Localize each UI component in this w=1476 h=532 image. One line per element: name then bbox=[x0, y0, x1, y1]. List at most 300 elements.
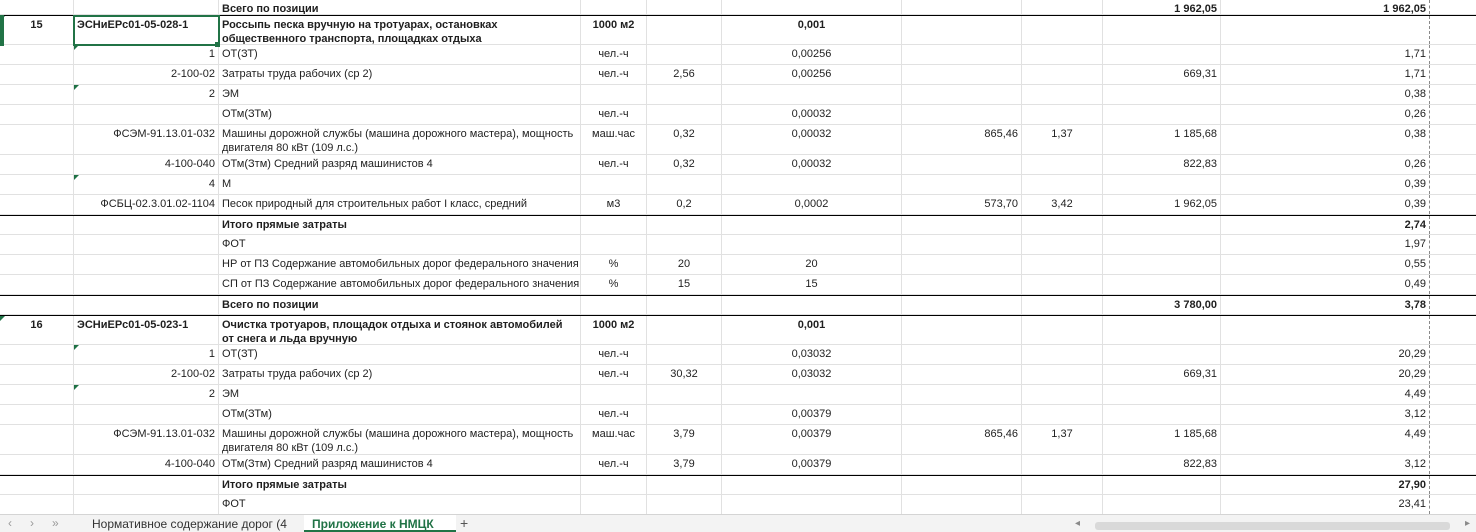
cell-c7[interactable] bbox=[1022, 345, 1103, 364]
cell-c3[interactable]: маш.час bbox=[581, 425, 647, 454]
cell-c4[interactable] bbox=[647, 235, 722, 254]
cell-c5[interactable]: 0,00379 bbox=[722, 425, 902, 454]
cell-c5[interactable] bbox=[722, 0, 902, 14]
cell-c6[interactable] bbox=[902, 476, 1022, 494]
cell-c6[interactable]: 865,46 bbox=[902, 425, 1022, 454]
cell-c0[interactable] bbox=[0, 495, 74, 514]
cell-c2[interactable]: ОТм(Зтм) Средний разряд машинистов 4 bbox=[219, 455, 581, 474]
cell-c3[interactable]: 1000 м2 bbox=[581, 316, 647, 344]
cell-c8[interactable] bbox=[1103, 275, 1221, 294]
cell-c4[interactable]: 3,79 bbox=[647, 455, 722, 474]
cell-c1[interactable]: ФСЭМ-91.13.01-032 bbox=[74, 125, 219, 154]
cell-c7[interactable] bbox=[1022, 316, 1103, 344]
cell-c5[interactable] bbox=[722, 216, 902, 234]
cell-c5[interactable]: 0,00256 bbox=[722, 65, 902, 84]
cell-c9[interactable]: 20,29 bbox=[1221, 365, 1430, 384]
cell-c9[interactable]: 20,29 bbox=[1221, 345, 1430, 364]
cell-c3[interactable]: чел.-ч bbox=[581, 155, 647, 174]
cell-c0[interactable] bbox=[0, 296, 74, 314]
cell-c3[interactable] bbox=[581, 235, 647, 254]
next-sheet-icon[interactable]: › bbox=[30, 516, 34, 530]
cell-c1[interactable]: ЭСНиЕРс01-05-023-1 bbox=[74, 316, 219, 344]
cell-c9[interactable]: 1 962,05 bbox=[1221, 0, 1430, 14]
cell-c9[interactable]: 4,49 bbox=[1221, 385, 1430, 404]
cell-c6[interactable] bbox=[902, 345, 1022, 364]
cell-c8[interactable] bbox=[1103, 495, 1221, 514]
cell-c0[interactable] bbox=[0, 45, 74, 64]
cell-c7[interactable] bbox=[1022, 85, 1103, 104]
table-row bbox=[0, 425, 1476, 455]
cell-c2[interactable]: ОТм(Зтм) Средний разряд машинистов 4 bbox=[219, 155, 581, 174]
cell-c9[interactable]: 0,38 bbox=[1221, 85, 1430, 104]
cell-c10[interactable] bbox=[1430, 296, 1476, 314]
cell-c3[interactable] bbox=[581, 385, 647, 404]
cell-c7[interactable] bbox=[1022, 365, 1103, 384]
cell-c10[interactable] bbox=[1430, 476, 1476, 494]
table-row bbox=[0, 345, 1476, 365]
cell-c8[interactable]: 1 962,05 bbox=[1103, 195, 1221, 214]
cell-c6[interactable] bbox=[902, 235, 1022, 254]
cell-c0[interactable] bbox=[0, 476, 74, 494]
cell-c9[interactable]: 3,12 bbox=[1221, 455, 1430, 474]
last-sheet-icon[interactable]: » bbox=[52, 516, 59, 530]
cell-c8[interactable]: 1 185,68 bbox=[1103, 425, 1221, 454]
cell-c6[interactable] bbox=[902, 216, 1022, 234]
cell-c2[interactable]: Всего по позиции bbox=[219, 0, 581, 14]
cell-c10[interactable] bbox=[1430, 105, 1476, 124]
cell-c10[interactable] bbox=[1430, 175, 1476, 194]
cell-c1[interactable] bbox=[74, 296, 219, 314]
error-indicator-icon bbox=[74, 385, 79, 390]
cell-c4[interactable]: 3,79 bbox=[647, 425, 722, 454]
cell-c4[interactable] bbox=[647, 175, 722, 194]
scroll-right-icon[interactable]: ▸ bbox=[1464, 518, 1470, 529]
cell-c2[interactable]: Всего по позиции bbox=[219, 296, 581, 314]
cell-c7[interactable] bbox=[1022, 455, 1103, 474]
cell-c4[interactable]: 0,2 bbox=[647, 195, 722, 214]
cell-c8[interactable]: 822,83 bbox=[1103, 155, 1221, 174]
cell-c2[interactable]: Итого прямые затраты bbox=[219, 216, 581, 234]
cell-c7[interactable] bbox=[1022, 105, 1103, 124]
cell-c9[interactable]: 0,39 bbox=[1221, 175, 1430, 194]
cell-c0[interactable] bbox=[0, 0, 74, 14]
cell-c8[interactable] bbox=[1103, 385, 1221, 404]
cell-c6[interactable] bbox=[902, 16, 1022, 44]
cell-c6[interactable] bbox=[902, 275, 1022, 294]
cell-c1[interactable]: ФСЭМ-91.13.01-032 bbox=[74, 425, 219, 454]
table-row bbox=[0, 495, 1476, 514]
cell-c9[interactable]: 1,71 bbox=[1221, 45, 1430, 64]
cell-c9[interactable] bbox=[1221, 316, 1430, 344]
cell-c2[interactable]: Очистка тротуаров, площадок отдыха и стоянок автомобилей от снега и льда вручную bbox=[219, 316, 581, 344]
cell-c6[interactable] bbox=[902, 296, 1022, 314]
prev-sheet-icon[interactable]: ‹ bbox=[8, 516, 12, 530]
cell-c3[interactable] bbox=[581, 495, 647, 514]
table-row bbox=[0, 215, 1476, 235]
cell-c0[interactable] bbox=[0, 275, 74, 294]
cell-c8[interactable] bbox=[1103, 345, 1221, 364]
cell-c5[interactable]: 0,00032 bbox=[722, 105, 902, 124]
cell-c7[interactable] bbox=[1022, 495, 1103, 514]
cell-c10[interactable] bbox=[1430, 16, 1476, 44]
cell-c0[interactable] bbox=[0, 255, 74, 274]
cell-c1[interactable]: 4-100-040 bbox=[74, 155, 219, 174]
table-row bbox=[0, 105, 1476, 125]
cell-c6[interactable] bbox=[902, 45, 1022, 64]
cell-c4[interactable] bbox=[647, 105, 722, 124]
cell-c10[interactable] bbox=[1430, 365, 1476, 384]
cell-c1[interactable] bbox=[74, 0, 219, 14]
cell-c1[interactable] bbox=[74, 405, 219, 424]
cell-c5[interactable]: 0,00032 bbox=[722, 155, 902, 174]
sheet-tab-appendix[interactable]: Приложение к НМЦК bbox=[304, 515, 456, 532]
cell-c9[interactable]: 23,41 bbox=[1221, 495, 1430, 514]
cell-c10[interactable] bbox=[1430, 275, 1476, 294]
cell-c10[interactable] bbox=[1430, 405, 1476, 424]
cell-c7[interactable] bbox=[1022, 0, 1103, 14]
cell-c4[interactable] bbox=[647, 296, 722, 314]
cell-c9[interactable]: 0,49 bbox=[1221, 275, 1430, 294]
cell-c8[interactable] bbox=[1103, 85, 1221, 104]
cell-c7[interactable] bbox=[1022, 296, 1103, 314]
table-row bbox=[0, 455, 1476, 475]
cell-c3[interactable]: чел.-ч bbox=[581, 45, 647, 64]
cell-c0[interactable] bbox=[0, 425, 74, 454]
table-row bbox=[0, 405, 1476, 425]
cell-c10[interactable] bbox=[1430, 235, 1476, 254]
cell-c6[interactable] bbox=[902, 85, 1022, 104]
cell-c10[interactable] bbox=[1430, 65, 1476, 84]
table-row bbox=[0, 65, 1476, 85]
cell-c4[interactable] bbox=[647, 476, 722, 494]
cell-c8[interactable]: 669,31 bbox=[1103, 365, 1221, 384]
cell-c8[interactable] bbox=[1103, 105, 1221, 124]
cell-c5[interactable] bbox=[722, 85, 902, 104]
cell-c2[interactable]: ЭМ bbox=[219, 85, 581, 104]
cell-c5[interactable]: 20 bbox=[722, 255, 902, 274]
cell-c0[interactable]: 16 bbox=[0, 316, 74, 344]
cell-c1[interactable]: 2 bbox=[74, 385, 219, 404]
cell-c4[interactable]: 0,32 bbox=[647, 155, 722, 174]
cell-c1[interactable] bbox=[74, 105, 219, 124]
cell-c3[interactable]: % bbox=[581, 255, 647, 274]
cell-c0[interactable] bbox=[0, 405, 74, 424]
table-row bbox=[0, 155, 1476, 175]
cell-c1[interactable]: ЭСНиЕРс01-05-028-1 bbox=[74, 16, 219, 44]
cell-c3[interactable]: чел.-ч bbox=[581, 365, 647, 384]
cell-c0[interactable] bbox=[0, 235, 74, 254]
sheet-tab-normative[interactable]: Нормативное содержание дорог (4 bbox=[92, 517, 287, 531]
cell-c0[interactable] bbox=[0, 365, 74, 384]
table-row bbox=[0, 195, 1476, 215]
cell-c1[interactable] bbox=[74, 216, 219, 234]
cell-c8[interactable]: 3 780,00 bbox=[1103, 296, 1221, 314]
cell-c10[interactable] bbox=[1430, 0, 1476, 14]
cell-c3[interactable]: маш.час bbox=[581, 125, 647, 154]
cell-c4[interactable]: 2,56 bbox=[647, 65, 722, 84]
cell-c1[interactable] bbox=[74, 476, 219, 494]
cell-c0[interactable] bbox=[0, 125, 74, 154]
cell-c9[interactable]: 0,38 bbox=[1221, 125, 1430, 154]
cell-c5[interactable]: 15 bbox=[722, 275, 902, 294]
cell-c7[interactable] bbox=[1022, 235, 1103, 254]
cell-c2[interactable]: ФОТ bbox=[219, 495, 581, 514]
cell-c4[interactable] bbox=[647, 85, 722, 104]
cell-c9[interactable]: 1,97 bbox=[1221, 235, 1430, 254]
cell-c3[interactable]: чел.-ч bbox=[581, 405, 647, 424]
cell-c6[interactable] bbox=[902, 495, 1022, 514]
cell-c2[interactable]: Затраты труда рабочих (ср 2) bbox=[219, 65, 581, 84]
cell-c3[interactable] bbox=[581, 0, 647, 14]
sheet-tab-bar bbox=[0, 514, 1476, 532]
error-indicator-icon bbox=[74, 85, 79, 90]
table-row bbox=[0, 0, 1476, 15]
cell-c8[interactable] bbox=[1103, 45, 1221, 64]
cell-c10[interactable] bbox=[1430, 385, 1476, 404]
error-indicator-icon bbox=[74, 175, 79, 180]
cell-c8[interactable]: 1 962,05 bbox=[1103, 0, 1221, 14]
cell-c0[interactable] bbox=[0, 455, 74, 474]
cell-c7[interactable] bbox=[1022, 405, 1103, 424]
table-row bbox=[0, 45, 1476, 65]
cell-c2[interactable]: Песок природный для строительных работ I класс, средний bbox=[219, 195, 581, 214]
cell-c10[interactable] bbox=[1430, 255, 1476, 274]
cell-c8[interactable] bbox=[1103, 316, 1221, 344]
cell-c7[interactable] bbox=[1022, 275, 1103, 294]
cell-c3[interactable] bbox=[581, 296, 647, 314]
cell-c9[interactable] bbox=[1221, 16, 1430, 44]
cell-c10[interactable] bbox=[1430, 155, 1476, 174]
selected-row-marker bbox=[0, 15, 4, 46]
cell-c2[interactable]: Итого прямые затраты bbox=[219, 476, 581, 494]
cell-c10[interactable] bbox=[1430, 45, 1476, 64]
cell-c0[interactable] bbox=[0, 216, 74, 234]
cell-c5[interactable] bbox=[722, 235, 902, 254]
cell-c3[interactable] bbox=[581, 175, 647, 194]
cell-c1[interactable]: ФСБЦ-02.3.01.02-1104 bbox=[74, 195, 219, 214]
cell-c2[interactable]: Россыпь песка вручную на тротуарах, остановках общественного транспорта, площадках отдыха bbox=[219, 16, 581, 44]
table-row bbox=[0, 475, 1476, 495]
cell-c1[interactable] bbox=[74, 275, 219, 294]
cell-c1[interactable] bbox=[74, 255, 219, 274]
cell-c3[interactable] bbox=[581, 85, 647, 104]
group-marker-icon bbox=[0, 316, 5, 321]
cell-c6[interactable]: 573,70 bbox=[902, 195, 1022, 214]
cell-c3[interactable]: чел.-ч bbox=[581, 345, 647, 364]
cell-c0[interactable]: 15 bbox=[0, 16, 74, 44]
cell-c7[interactable] bbox=[1022, 65, 1103, 84]
cell-c1[interactable]: 4 bbox=[74, 175, 219, 194]
cell-c0[interactable] bbox=[0, 155, 74, 174]
cell-c4[interactable] bbox=[647, 385, 722, 404]
cell-c7[interactable]: 3,42 bbox=[1022, 195, 1103, 214]
cell-c1[interactable] bbox=[74, 235, 219, 254]
cell-c6[interactable] bbox=[902, 155, 1022, 174]
cell-c9[interactable]: 27,90 bbox=[1221, 476, 1430, 494]
cell-c8[interactable] bbox=[1103, 255, 1221, 274]
cell-c10[interactable] bbox=[1430, 195, 1476, 214]
cell-c3[interactable] bbox=[581, 476, 647, 494]
cell-c8[interactable] bbox=[1103, 235, 1221, 254]
cell-c8[interactable]: 822,83 bbox=[1103, 455, 1221, 474]
cell-c9[interactable]: 0,55 bbox=[1221, 255, 1430, 274]
cell-c9[interactable]: 3,12 bbox=[1221, 405, 1430, 424]
cell-c8[interactable] bbox=[1103, 16, 1221, 44]
cell-c4[interactable] bbox=[647, 316, 722, 344]
cell-c0[interactable] bbox=[0, 195, 74, 214]
scroll-left-icon[interactable]: ◂ bbox=[1075, 518, 1081, 529]
cell-c3[interactable]: м3 bbox=[581, 195, 647, 214]
cell-c5[interactable] bbox=[722, 476, 902, 494]
cell-c3[interactable]: чел.-ч bbox=[581, 65, 647, 84]
cell-c4[interactable] bbox=[647, 216, 722, 234]
cell-c4[interactable]: 30,32 bbox=[647, 365, 722, 384]
cell-c7[interactable] bbox=[1022, 255, 1103, 274]
cell-c4[interactable] bbox=[647, 16, 722, 44]
cell-c3[interactable]: чел.-ч bbox=[581, 455, 647, 474]
cell-c5[interactable]: 0,00379 bbox=[722, 455, 902, 474]
table-row bbox=[0, 385, 1476, 405]
cell-c10[interactable] bbox=[1430, 316, 1476, 344]
cell-c8[interactable]: 669,31 bbox=[1103, 65, 1221, 84]
cell-c7[interactable] bbox=[1022, 175, 1103, 194]
cell-c3[interactable]: 1000 м2 bbox=[581, 16, 647, 44]
cell-c6[interactable] bbox=[902, 0, 1022, 14]
cell-c9[interactable]: 1,71 bbox=[1221, 65, 1430, 84]
cell-c3[interactable]: % bbox=[581, 275, 647, 294]
cell-c10[interactable] bbox=[1430, 216, 1476, 234]
cell-c6[interactable] bbox=[902, 455, 1022, 474]
cell-c1[interactable]: 2-100-02 bbox=[74, 365, 219, 384]
cell-c6[interactable] bbox=[902, 175, 1022, 194]
cell-c8[interactable] bbox=[1103, 405, 1221, 424]
cell-c2[interactable]: ЭМ bbox=[219, 385, 581, 404]
cell-c5[interactable]: 0,03032 bbox=[722, 345, 902, 364]
cell-c5[interactable] bbox=[722, 385, 902, 404]
cell-c2[interactable]: Машины дорожной службы (машина дорожного мастера), мощность двигателя 80 кВт (109 л.с.) bbox=[219, 125, 581, 154]
table-row bbox=[0, 295, 1476, 315]
cell-c2[interactable]: ФОТ bbox=[219, 235, 581, 254]
cell-c6[interactable] bbox=[902, 405, 1022, 424]
cell-c7[interactable] bbox=[1022, 385, 1103, 404]
cell-c1[interactable]: 1 bbox=[74, 345, 219, 364]
cell-c10[interactable] bbox=[1430, 495, 1476, 514]
cell-c9[interactable]: 0,39 bbox=[1221, 195, 1430, 214]
cell-c9[interactable]: 4,49 bbox=[1221, 425, 1430, 454]
cell-c3[interactable]: чел.-ч bbox=[581, 105, 647, 124]
cell-c6[interactable]: 865,46 bbox=[902, 125, 1022, 154]
cell-c6[interactable] bbox=[902, 65, 1022, 84]
cell-c7[interactable] bbox=[1022, 16, 1103, 44]
cell-c0[interactable] bbox=[0, 175, 74, 194]
cell-c7[interactable]: 1,37 bbox=[1022, 125, 1103, 154]
cell-c0[interactable] bbox=[0, 385, 74, 404]
cell-c0[interactable] bbox=[0, 85, 74, 104]
cell-c2[interactable]: СП от ПЗ Содержание автомобильных дорог федерального значения bbox=[219, 275, 581, 294]
cell-c7[interactable]: 1,37 bbox=[1022, 425, 1103, 454]
cell-c4[interactable] bbox=[647, 45, 722, 64]
cell-c4[interactable] bbox=[647, 495, 722, 514]
cell-c7[interactable] bbox=[1022, 155, 1103, 174]
cell-c8[interactable] bbox=[1103, 476, 1221, 494]
add-sheet-button[interactable]: + bbox=[460, 515, 469, 531]
cell-c5[interactable]: 0,001 bbox=[722, 16, 902, 44]
cell-c4[interactable] bbox=[647, 405, 722, 424]
cell-c1[interactable]: 4-100-040 bbox=[74, 455, 219, 474]
cell-c1[interactable]: 2 bbox=[74, 85, 219, 104]
cell-c1[interactable]: 2-100-02 bbox=[74, 65, 219, 84]
fill-handle[interactable] bbox=[215, 42, 220, 47]
cell-c4[interactable] bbox=[647, 0, 722, 14]
horizontal-scrollbar[interactable] bbox=[1075, 518, 1470, 530]
table-row bbox=[0, 365, 1476, 385]
cell-c5[interactable] bbox=[722, 296, 902, 314]
cell-c5[interactable]: 0,03032 bbox=[722, 365, 902, 384]
cell-c2[interactable]: ОТм(ЗТм) bbox=[219, 405, 581, 424]
cell-c6[interactable] bbox=[902, 105, 1022, 124]
cell-c0[interactable] bbox=[0, 105, 74, 124]
cell-c2[interactable]: ОТ(ЗТ) bbox=[219, 45, 581, 64]
cell-c7[interactable] bbox=[1022, 216, 1103, 234]
cell-c1[interactable]: 1 bbox=[74, 45, 219, 64]
cell-c2[interactable]: ОТм(ЗТм) bbox=[219, 105, 581, 124]
cell-c0[interactable] bbox=[0, 345, 74, 364]
cell-c10[interactable] bbox=[1430, 345, 1476, 364]
cell-c4[interactable] bbox=[647, 345, 722, 364]
cell-c5[interactable]: 0,00379 bbox=[722, 405, 902, 424]
cell-c3[interactable] bbox=[581, 216, 647, 234]
cell-c9[interactable]: 3,78 bbox=[1221, 296, 1430, 314]
cell-c4[interactable]: 15 bbox=[647, 275, 722, 294]
cell-c8[interactable]: 1 185,68 bbox=[1103, 125, 1221, 154]
table-row bbox=[0, 255, 1476, 275]
cell-c4[interactable]: 0,32 bbox=[647, 125, 722, 154]
cell-c6[interactable] bbox=[902, 255, 1022, 274]
cell-c6[interactable] bbox=[902, 316, 1022, 344]
cell-c2[interactable]: Машины дорожной службы (машина дорожного мастера), мощность двигателя 80 кВт (109 л.с.) bbox=[219, 425, 581, 454]
scroll-thumb[interactable] bbox=[1095, 522, 1450, 530]
cell-c5[interactable]: 0,001 bbox=[722, 316, 902, 344]
cell-c9[interactable]: 0,26 bbox=[1221, 155, 1430, 174]
cell-c8[interactable] bbox=[1103, 216, 1221, 234]
cell-c2[interactable]: НР от ПЗ Содержание автомобильных дорог федерального значения bbox=[219, 255, 581, 274]
cell-c4[interactable]: 20 bbox=[647, 255, 722, 274]
cell-c5[interactable] bbox=[722, 175, 902, 194]
cell-c7[interactable] bbox=[1022, 45, 1103, 64]
cell-c2[interactable]: ОТ(ЗТ) bbox=[219, 345, 581, 364]
table-row bbox=[0, 315, 1476, 345]
cell-c2[interactable]: М bbox=[219, 175, 581, 194]
cell-c5[interactable] bbox=[722, 495, 902, 514]
cell-c6[interactable] bbox=[902, 385, 1022, 404]
cell-c9[interactable]: 0,26 bbox=[1221, 105, 1430, 124]
cell-c5[interactable]: 0,0002 bbox=[722, 195, 902, 214]
cell-c2[interactable]: Затраты труда рабочих (ср 2) bbox=[219, 365, 581, 384]
cell-c10[interactable] bbox=[1430, 425, 1476, 454]
cell-c10[interactable] bbox=[1430, 455, 1476, 474]
cell-c6[interactable] bbox=[902, 365, 1022, 384]
cell-c7[interactable] bbox=[1022, 476, 1103, 494]
cell-c10[interactable] bbox=[1430, 125, 1476, 154]
cell-c8[interactable] bbox=[1103, 175, 1221, 194]
cell-c5[interactable]: 0,00256 bbox=[722, 45, 902, 64]
error-indicator-icon bbox=[74, 45, 79, 50]
cell-c10[interactable] bbox=[1430, 85, 1476, 104]
cell-c5[interactable]: 0,00032 bbox=[722, 125, 902, 154]
cell-c1[interactable] bbox=[74, 495, 219, 514]
cell-c9[interactable]: 2,74 bbox=[1221, 216, 1430, 234]
cell-c0[interactable] bbox=[0, 65, 74, 84]
